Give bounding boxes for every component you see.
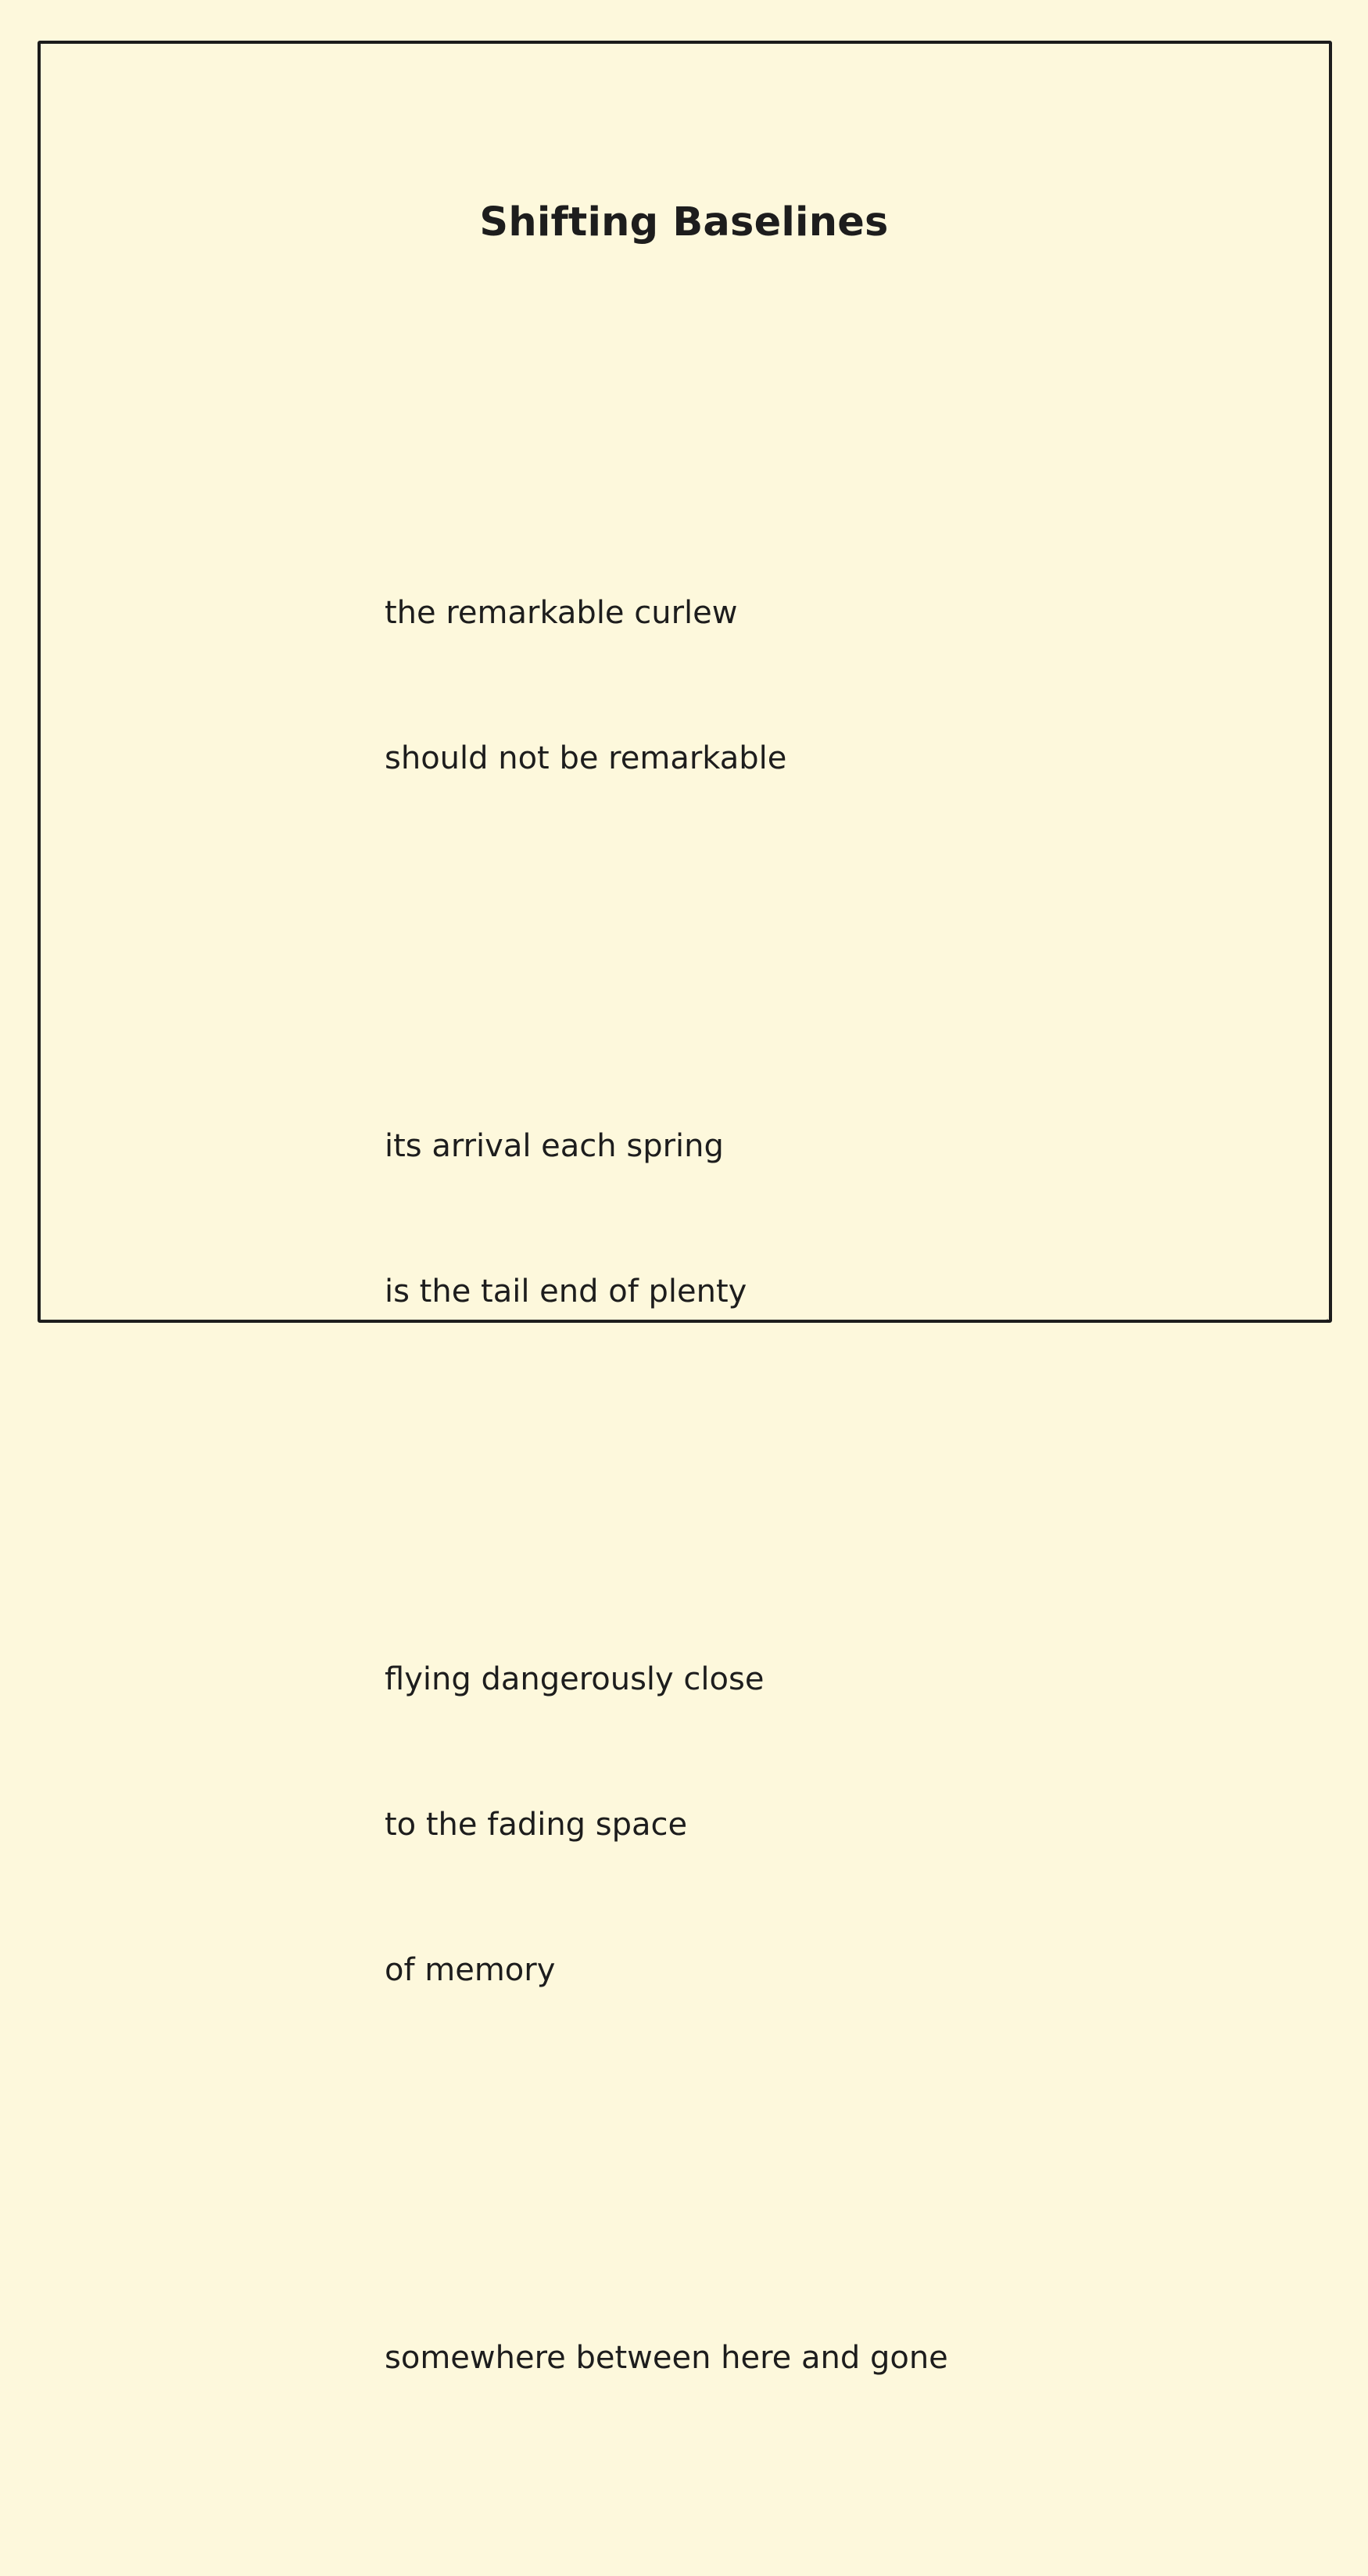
poem-line: should not be remarkable <box>385 740 787 776</box>
stanza <box>385 1025 1205 1413</box>
poem-text <box>385 395 1205 2576</box>
poem-line: its arrival each spring <box>385 1128 724 1164</box>
poem-line: somewhere between here and gone <box>385 2340 948 2376</box>
poem-line: of memory <box>385 1952 556 1988</box>
stanza <box>385 2237 1205 2479</box>
poem-line: the remarkable curlew <box>385 595 738 631</box>
poem-line: flying dangerously close <box>385 1661 765 1697</box>
poem-line: is the tail end of plenty <box>385 1274 747 1309</box>
page-title: Shifting Baselines <box>479 199 889 245</box>
stanza <box>385 1558 1205 2091</box>
stanza <box>385 492 1205 880</box>
poem-line: to the fading space <box>385 1807 688 1843</box>
